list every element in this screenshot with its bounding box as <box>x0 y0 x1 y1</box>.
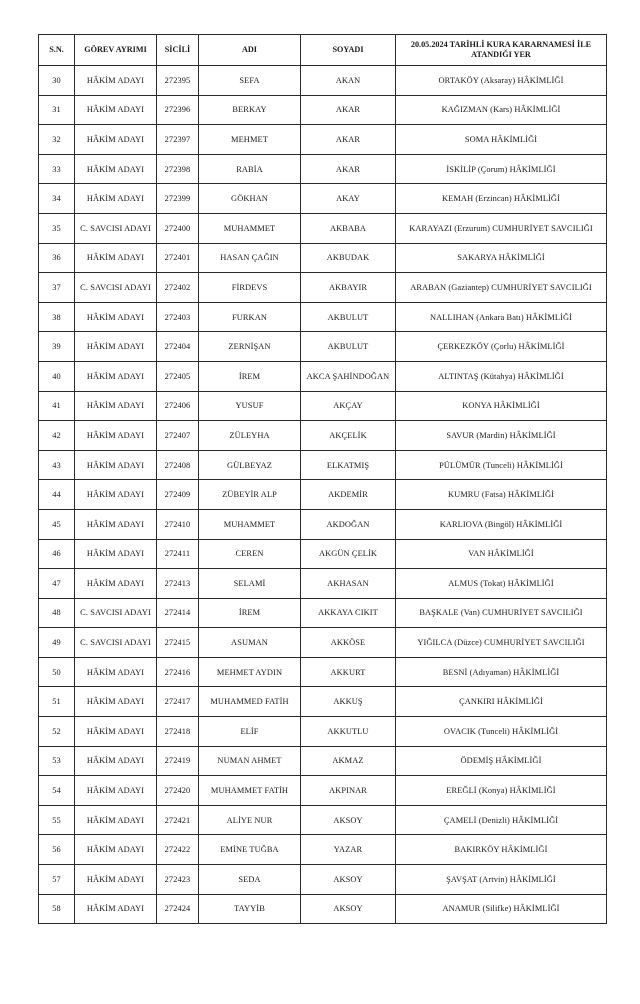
table-row <box>39 332 607 362</box>
cell-yer: BAŞKALE (Van) CUMHURİYET SAVCILIĞI <box>396 598 607 628</box>
cell-sicil: 272398 <box>157 154 199 184</box>
cell-gorev: HÂKİM ADAYI <box>75 125 157 155</box>
cell-sn: 58 <box>39 894 75 924</box>
cell-soyadi: AKBULUT <box>301 332 396 362</box>
cell-sn: 39 <box>39 332 75 362</box>
cell-sicil: 272414 <box>157 598 199 628</box>
header-sn: S.N. <box>39 35 75 66</box>
cell-yer: ANAMUR (Silifke) HÂKİMLİĞİ <box>396 894 607 924</box>
table-row <box>39 361 607 391</box>
cell-soyadi: AKBABA <box>301 213 396 243</box>
cell-gorev: HÂKİM ADAYI <box>75 480 157 510</box>
cell-sicil: 272401 <box>157 243 199 273</box>
cell-soyadi: YAZAR <box>301 835 396 865</box>
table-row <box>39 746 607 776</box>
document-page <box>38 34 606 924</box>
cell-gorev: HÂKİM ADAYI <box>75 776 157 806</box>
cell-sicil: 272424 <box>157 894 199 924</box>
table-row <box>39 66 607 96</box>
cell-sicil: 272419 <box>157 746 199 776</box>
cell-adi: İREM <box>199 598 301 628</box>
cell-adi: RABİA <box>199 154 301 184</box>
table-row <box>39 95 607 125</box>
cell-soyadi: AKSOY <box>301 894 396 924</box>
cell-sicil: 272410 <box>157 509 199 539</box>
cell-adi: NUMAN AHMET <box>199 746 301 776</box>
table-row <box>39 835 607 865</box>
cell-adi: ELİF <box>199 717 301 747</box>
cell-adi: ALİYE NUR <box>199 805 301 835</box>
cell-soyadi: AKKAYA CIKIT <box>301 598 396 628</box>
cell-soyadi: AKBULUT <box>301 302 396 332</box>
table-row <box>39 125 607 155</box>
cell-sn: 51 <box>39 687 75 717</box>
cell-sn: 54 <box>39 776 75 806</box>
cell-sicil: 272400 <box>157 213 199 243</box>
cell-adi: ZÜBEYİR ALP <box>199 480 301 510</box>
cell-gorev: HÂKİM ADAYI <box>75 361 157 391</box>
cell-yer: VAN HÂKİMLİĞİ <box>396 539 607 569</box>
cell-sicil: 272415 <box>157 628 199 658</box>
cell-yer: SOMA HÂKİMLİĞİ <box>396 125 607 155</box>
cell-sicil: 272417 <box>157 687 199 717</box>
cell-yer: ORTAKÖY (Aksaray) HÂKİMLİĞİ <box>396 66 607 96</box>
cell-yer: ÇERKEZKÖY (Çorlu) HÂKİMLİĞİ <box>396 332 607 362</box>
table-row <box>39 805 607 835</box>
cell-sicil: 272413 <box>157 569 199 599</box>
cell-sn: 47 <box>39 569 75 599</box>
table-row <box>39 539 607 569</box>
cell-adi: MUHAMMET <box>199 213 301 243</box>
table-row <box>39 450 607 480</box>
cell-sn: 46 <box>39 539 75 569</box>
cell-gorev: HÂKİM ADAYI <box>75 569 157 599</box>
cell-sicil: 272402 <box>157 273 199 303</box>
cell-soyadi: AKKUŞ <box>301 687 396 717</box>
cell-sicil: 272399 <box>157 184 199 214</box>
table-row <box>39 628 607 658</box>
cell-yer: KUMRU (Fatsa) HÂKİMLİĞİ <box>396 480 607 510</box>
cell-adi: HASAN ÇAĞIN <box>199 243 301 273</box>
cell-gorev: HÂKİM ADAYI <box>75 539 157 569</box>
cell-gorev: HÂKİM ADAYI <box>75 717 157 747</box>
cell-soyadi: AKBAYIR <box>301 273 396 303</box>
cell-gorev: HÂKİM ADAYI <box>75 894 157 924</box>
cell-adi: BERKAY <box>199 95 301 125</box>
table-row <box>39 421 607 451</box>
cell-soyadi: AKPINAR <box>301 776 396 806</box>
cell-sn: 49 <box>39 628 75 658</box>
table-row <box>39 569 607 599</box>
cell-yer: OVACIK (Tunceli) HÂKİMLİĞİ <box>396 717 607 747</box>
header-yer: 20.05.2024 TARİHLİ KURA KARARNAMESİ İLE ATANDIĞI YER <box>396 35 607 66</box>
cell-soyadi: AKBUDAK <box>301 243 396 273</box>
table-row <box>39 154 607 184</box>
cell-sn: 57 <box>39 865 75 895</box>
cell-sn: 55 <box>39 805 75 835</box>
cell-adi: SEDA <box>199 865 301 895</box>
cell-sicil: 272408 <box>157 450 199 480</box>
cell-gorev: HÂKİM ADAYI <box>75 302 157 332</box>
cell-soyadi: AKKURT <box>301 657 396 687</box>
cell-adi: ZÜLEYHA <box>199 421 301 451</box>
table-header <box>39 35 607 66</box>
cell-sn: 48 <box>39 598 75 628</box>
cell-soyadi: AKGÜN ÇELİK <box>301 539 396 569</box>
table-body <box>39 66 607 924</box>
cell-yer: BESNİ (Adıyaman) HÂKİMLİĞİ <box>396 657 607 687</box>
cell-yer: KARLIOVA (Bingöl) HÂKİMLİĞİ <box>396 509 607 539</box>
cell-soyadi: AKAR <box>301 95 396 125</box>
cell-gorev: HÂKİM ADAYI <box>75 243 157 273</box>
cell-yer: KEMAH (Erzincan) HÂKİMLİĞİ <box>396 184 607 214</box>
cell-soyadi: AKDEMİR <box>301 480 396 510</box>
cell-soyadi: ELKATMIŞ <box>301 450 396 480</box>
cell-yer: YIĞILCA (Düzce) CUMHURİYET SAVCILIĞI <box>396 628 607 658</box>
cell-gorev: HÂKİM ADAYI <box>75 509 157 539</box>
cell-adi: MEHMET AYDIN <box>199 657 301 687</box>
cell-gorev: C. SAVCISI ADAYI <box>75 273 157 303</box>
cell-adi: CEREN <box>199 539 301 569</box>
cell-sn: 32 <box>39 125 75 155</box>
cell-yer: KAĞIZMAN (Kars) HÂKİMLİĞİ <box>396 95 607 125</box>
cell-soyadi: AKDOĞAN <box>301 509 396 539</box>
table-row <box>39 894 607 924</box>
cell-adi: FİRDEVS <box>199 273 301 303</box>
cell-adi: ASUMAN <box>199 628 301 658</box>
cell-adi: MEHMET <box>199 125 301 155</box>
cell-adi: TAYYİB <box>199 894 301 924</box>
cell-sn: 43 <box>39 450 75 480</box>
cell-adi: GÜLBEYAZ <box>199 450 301 480</box>
table-row <box>39 776 607 806</box>
cell-yer: ARABAN (Gaziantep) CUMHURİYET SAVCILIĞI <box>396 273 607 303</box>
cell-soyadi: AKMAZ <box>301 746 396 776</box>
cell-sn: 53 <box>39 746 75 776</box>
cell-gorev: HÂKİM ADAYI <box>75 332 157 362</box>
cell-gorev: HÂKİM ADAYI <box>75 746 157 776</box>
cell-sn: 35 <box>39 213 75 243</box>
header-sicil: SİCİLİ <box>157 35 199 66</box>
cell-soyadi: AKAN <box>301 66 396 96</box>
cell-sicil: 272396 <box>157 95 199 125</box>
cell-gorev: HÂKİM ADAYI <box>75 421 157 451</box>
cell-yer: NALLIHAN (Ankara Batı) HÂKİMLİĞİ <box>396 302 607 332</box>
assignment-table <box>38 34 607 924</box>
cell-gorev: C. SAVCISI ADAYI <box>75 213 157 243</box>
cell-sn: 40 <box>39 361 75 391</box>
cell-adi: MUHAMMET <box>199 509 301 539</box>
header-gorev: GÖREV AYRIMI <box>75 35 157 66</box>
cell-yer: ÇANKIRI HÂKİMLİĞİ <box>396 687 607 717</box>
cell-gorev: HÂKİM ADAYI <box>75 391 157 421</box>
cell-yer: ÖDEMİŞ HÂKİMLİĞİ <box>396 746 607 776</box>
cell-adi: MUHAMMET FATİH <box>199 776 301 806</box>
cell-soyadi: AKCA ŞAHİNDOĞAN <box>301 361 396 391</box>
cell-adi: YUSUF <box>199 391 301 421</box>
cell-sicil: 272404 <box>157 332 199 362</box>
cell-sn: 30 <box>39 66 75 96</box>
cell-sn: 52 <box>39 717 75 747</box>
cell-sicil: 272403 <box>157 302 199 332</box>
cell-sn: 34 <box>39 184 75 214</box>
cell-yer: İSKİLİP (Çorum) HÂKİMLİĞİ <box>396 154 607 184</box>
cell-sn: 44 <box>39 480 75 510</box>
cell-soyadi: AKAR <box>301 154 396 184</box>
header-soyadi: SOYADI <box>301 35 396 66</box>
cell-adi: İREM <box>199 361 301 391</box>
cell-sicil: 272407 <box>157 421 199 451</box>
cell-gorev: C. SAVCISI ADAYI <box>75 598 157 628</box>
cell-yer: ÇAMELİ (Denizli) HÂKİMLİĞİ <box>396 805 607 835</box>
cell-gorev: HÂKİM ADAYI <box>75 154 157 184</box>
cell-sicil: 272406 <box>157 391 199 421</box>
table-row <box>39 687 607 717</box>
cell-sicil: 272418 <box>157 717 199 747</box>
cell-yer: ALTINTAŞ (Kütahya) HÂKİMLİĞİ <box>396 361 607 391</box>
table-row <box>39 717 607 747</box>
cell-sn: 37 <box>39 273 75 303</box>
cell-gorev: HÂKİM ADAYI <box>75 66 157 96</box>
header-row <box>39 35 607 66</box>
cell-sicil: 272395 <box>157 66 199 96</box>
cell-soyadi: AKKUTLU <box>301 717 396 747</box>
table-row <box>39 302 607 332</box>
cell-adi: ZERNİŞAN <box>199 332 301 362</box>
cell-gorev: HÂKİM ADAYI <box>75 865 157 895</box>
table-row <box>39 243 607 273</box>
table-row <box>39 391 607 421</box>
cell-soyadi: AKHASAN <box>301 569 396 599</box>
table-row <box>39 509 607 539</box>
table-row <box>39 865 607 895</box>
cell-adi: SELAMİ <box>199 569 301 599</box>
cell-adi: MUHAMMED FATİH <box>199 687 301 717</box>
cell-yer: SAVUR (Mardin) HÂKİMLİĞİ <box>396 421 607 451</box>
cell-sn: 56 <box>39 835 75 865</box>
cell-adi: FURKAN <box>199 302 301 332</box>
cell-sn: 42 <box>39 421 75 451</box>
cell-adi: GÖKHAN <box>199 184 301 214</box>
cell-gorev: HÂKİM ADAYI <box>75 657 157 687</box>
cell-sicil: 272405 <box>157 361 199 391</box>
cell-sicil: 272423 <box>157 865 199 895</box>
cell-sn: 45 <box>39 509 75 539</box>
table-row <box>39 273 607 303</box>
cell-sn: 41 <box>39 391 75 421</box>
cell-soyadi: AKAY <box>301 184 396 214</box>
cell-gorev: HÂKİM ADAYI <box>75 687 157 717</box>
cell-sicil: 272421 <box>157 805 199 835</box>
cell-sn: 38 <box>39 302 75 332</box>
cell-sicil: 272409 <box>157 480 199 510</box>
cell-sicil: 272411 <box>157 539 199 569</box>
cell-gorev: HÂKİM ADAYI <box>75 450 157 480</box>
cell-gorev: HÂKİM ADAYI <box>75 805 157 835</box>
cell-sicil: 272416 <box>157 657 199 687</box>
cell-gorev: C. SAVCISI ADAYI <box>75 628 157 658</box>
cell-soyadi: AKÇAY <box>301 391 396 421</box>
cell-gorev: HÂKİM ADAYI <box>75 95 157 125</box>
cell-sicil: 272420 <box>157 776 199 806</box>
cell-sn: 33 <box>39 154 75 184</box>
cell-yer: PÜLÜMÜR (Tunceli) HÂKİMLİĞİ <box>396 450 607 480</box>
cell-sn: 36 <box>39 243 75 273</box>
table-row <box>39 184 607 214</box>
cell-soyadi: AKKÖSE <box>301 628 396 658</box>
cell-yer: KARAYAZI (Erzurum) CUMHURİYET SAVCILIĞI <box>396 213 607 243</box>
cell-gorev: HÂKİM ADAYI <box>75 835 157 865</box>
cell-soyadi: AKÇELİK <box>301 421 396 451</box>
cell-sicil: 272422 <box>157 835 199 865</box>
cell-gorev: HÂKİM ADAYI <box>75 184 157 214</box>
table-row <box>39 657 607 687</box>
cell-adi: EMİNE TUĞBA <box>199 835 301 865</box>
cell-soyadi: AKSOY <box>301 805 396 835</box>
cell-soyadi: AKAR <box>301 125 396 155</box>
cell-soyadi: AKSOY <box>301 865 396 895</box>
cell-sn: 50 <box>39 657 75 687</box>
header-adi: ADI <box>199 35 301 66</box>
cell-sn: 31 <box>39 95 75 125</box>
cell-yer: BAKIRKÖY HÂKİMLİĞİ <box>396 835 607 865</box>
table-row <box>39 598 607 628</box>
cell-yer: EREĞLİ (Konya) HÂKİMLİĞİ <box>396 776 607 806</box>
cell-yer: ŞAVŞAT (Artvin) HÂKİMLİĞİ <box>396 865 607 895</box>
cell-yer: ALMUS (Tokat) HÂKİMLİĞİ <box>396 569 607 599</box>
table-row <box>39 480 607 510</box>
table-row <box>39 213 607 243</box>
cell-adi: SEFA <box>199 66 301 96</box>
cell-yer: KONYA HÂKİMLİĞİ <box>396 391 607 421</box>
cell-sicil: 272397 <box>157 125 199 155</box>
cell-yer: SAKARYA HÂKİMLİĞİ <box>396 243 607 273</box>
